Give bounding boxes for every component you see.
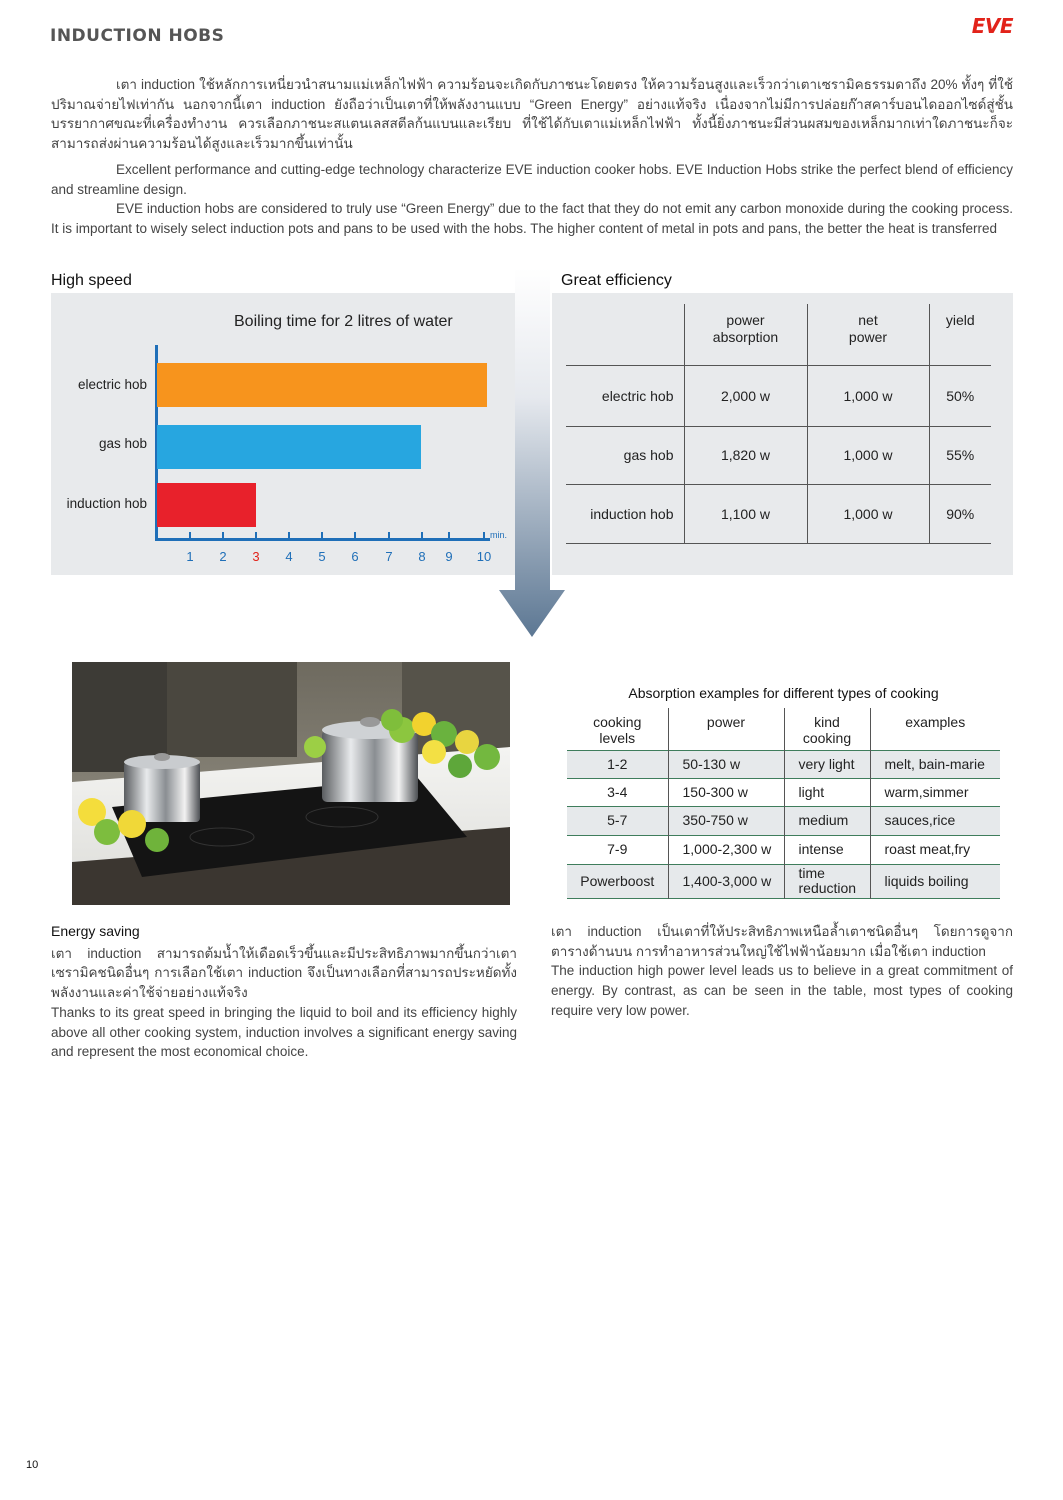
chart-tick-label: 2 — [219, 549, 227, 564]
absorption-table — [567, 708, 1000, 899]
absorption-row: 7-9 1,000-2,300 w intense roast meat,fry — [567, 835, 1000, 864]
high-speed-label: High speed — [51, 272, 132, 289]
chart-bar — [157, 425, 421, 469]
energy-saving-english: Thanks to its great speed in bringing the liquid to boil and its efficiency highly above all other cooking system, induction involves a significant energy saving and represent the most economical choice. — [51, 1004, 517, 1060]
energy-saving-section — [51, 922, 517, 1062]
intro-english-2: EVE induction hobs are considered to truly use “Green Energy” due to the fact that they do not emit any carbon monoxide during the cooking process. It is important to wisely select induction pots and pans to be used with the hobs. The higher content of metal in pots and pans, the better the heat is transferred — [51, 201, 1013, 236]
efficiency-header-net: net power — [807, 304, 929, 365]
efficiency-header-absorption: power absorption — [684, 304, 807, 365]
efficiency-row: induction hob 1,100 w 1,000 w 90% — [566, 484, 991, 543]
chart-tick — [189, 532, 191, 540]
absorption-header-power: power — [668, 708, 784, 750]
chart-tick — [354, 532, 356, 540]
efficiency-note-thai: เตา induction เป็นเตาที่ให้ประสิทธิภาพเหนือล้ำเตาชนิดอื่นๆ โดยการดูจากตารางด้านบน การทำอาหารส่วนใหญ่ใช้ไฟฟ้าน้อยมาก เมื่อใช้เตา induction — [551, 924, 1013, 959]
chart-category-label: gas hob — [98, 436, 147, 451]
chart-tick-label: 3 — [252, 549, 260, 564]
chart-tick — [222, 532, 224, 540]
chart-title: Boiling time for 2 litres of water — [234, 313, 453, 330]
absorption-title: Absorption examples for different types of cooking — [628, 685, 939, 701]
chart-category-label: induction hob — [66, 496, 147, 511]
kitchen-hob-photo — [72, 662, 510, 905]
energy-saving-title: Energy saving — [51, 923, 140, 939]
absorption-header-kind: kind cooking — [784, 708, 870, 750]
chart-tick — [421, 532, 423, 540]
chart-category-label: electric hob — [77, 377, 147, 392]
absorption-row: 1-2 50-130 w very light melt, bain-marie — [567, 750, 1000, 778]
chart-tick — [388, 532, 390, 540]
great-efficiency-label: Great efficiency — [561, 272, 672, 289]
chart-tick — [288, 532, 290, 540]
chart-bar — [157, 483, 256, 527]
absorption-header-levels: cooking levels — [593, 714, 642, 746]
absorption-row: 5-7 350-750 w medium sauces,rice — [567, 806, 1000, 835]
intro-english-1: Excellent performance and cutting-edge technology characterize EVE induction cooker hobs. EVE Induction Hobs strike the perfect blend of efficiency and streamline design. — [51, 161, 1013, 197]
chart-tick — [448, 532, 450, 540]
efficiency-note-english: The induction high power level leads us to believe in a great commitment of energy. By contrast, as can be seen in the table, most types of cooking require very low power. — [551, 963, 1013, 1018]
absorption-header-row — [567, 708, 1000, 750]
chart-tick-label: 10 — [476, 549, 492, 564]
page-number: 10 — [26, 1459, 39, 1471]
absorption-row: Powerboost 1,400-3,000 w time reduction liquids boiling — [567, 864, 1000, 898]
chart-tick-label: 8 — [418, 549, 426, 564]
brand-logo: EVE — [971, 14, 1013, 38]
chart-x-axis — [155, 538, 490, 541]
absorption-row: 3-4 150-300 w light warm,simmer — [567, 778, 1000, 806]
chart-tick — [483, 532, 485, 540]
chart-tick-label: 9 — [445, 549, 453, 564]
efficiency-row: electric hob 2,000 w 1,000 w 50% — [566, 365, 991, 426]
efficiency-header-yield: yield — [929, 304, 991, 365]
chart-tick-label: 1 — [186, 549, 194, 564]
chart-tick — [255, 532, 257, 540]
efficiency-note — [551, 922, 1013, 1021]
page-title: INDUCTION HOBS — [50, 26, 225, 46]
energy-saving-thai: เตา induction สามารถต้มน้ำให้เดือดเร็วขึ้นและมีประสิทธิภาพมากขึ้นกว่าเตาเซรามิคชนิดอื่นๆ การเลือกใช้เตา induction จึงเป็นทางเลือกที่สามารถประหยัดทั้งพลังงานและค่าใช้จ่ายอย่างแท้จริง — [51, 945, 517, 1001]
intro-thai: เตา induction ใช้หลักการเหนี่ยวนำสนามแม่เหล็กไฟฟ้า ความร้อนจะเกิดกับภาชนะโดยตรง ให้ความร้อนสูงและเร็วกว่าเตาเซรามิคธรรมดาถึง 20% ทั้งๆ ที่ใช้ปริมาณจ่ายไฟเท่ากัน นอกจากนี้เตา induction ยังถือว่าเป็นเตาที่ให้พลังงานแบบ “Green Energy” อย่างแท้จริง เนื่องจากไม่มีการปล่อยก๊าสคาร์บอนไดออกไซด์สู่ชั้นบรรยากาศขณะที่เครื่องทำงาน ควรเลือกภาชนะสแตนเลสสตีลก้นแบนและเรียบ ที่ใช้ได้กับเตาแม่เหล็กไฟฟ้า ทั้งนี้ยิ่งภาชนะมีส่วนผสมของเหล็กมากเท่าใดภาชนะก็จะสามารถส่งผ่านความร้อนได้สูงและเร็วมากขึ้นเท่านั้น — [51, 77, 1013, 152]
page-header — [50, 14, 1013, 56]
chart-bar — [157, 363, 487, 407]
intro-text — [51, 75, 1013, 239]
absorption-header-examples: examples — [870, 708, 1000, 750]
chart-tick-label: 7 — [385, 549, 393, 564]
chart-x-unit: min. — [490, 530, 508, 540]
chart-tick — [321, 532, 323, 540]
chart-tick-label: 4 — [285, 549, 293, 564]
chart-tick-label: 6 — [351, 549, 359, 564]
efficiency-table — [566, 304, 991, 544]
efficiency-header-row — [566, 304, 991, 365]
efficiency-row: gas hob 1,820 w 1,000 w 55% — [566, 426, 991, 484]
chart-tick-label: 5 — [318, 549, 326, 564]
